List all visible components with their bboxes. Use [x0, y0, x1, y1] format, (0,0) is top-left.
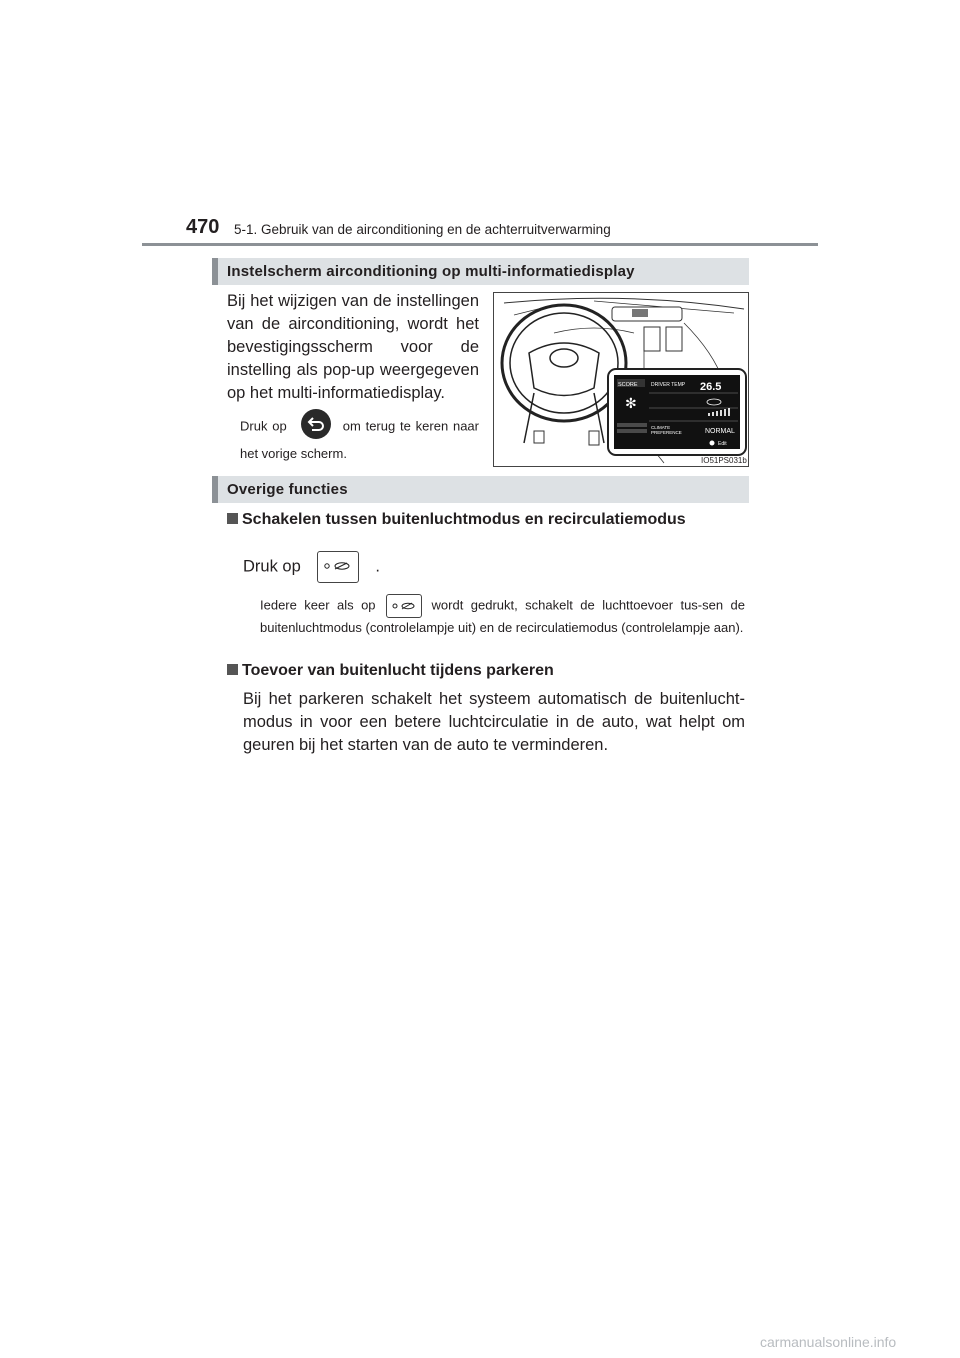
figure-code: IO51PS031b: [701, 456, 747, 465]
recirculation-note: [260, 594, 745, 637]
watermark: carmanualsonline.info: [760, 1334, 897, 1350]
display-note: [240, 412, 479, 465]
dashboard-figure: [493, 292, 749, 467]
press-instruction: [243, 551, 380, 583]
header-rule: [142, 243, 818, 246]
bullet-heading-recirculation: [227, 511, 686, 529]
bullet-heading-text: Toevoer van buitenlucht tijdens parkeren: [242, 662, 554, 679]
section-heading-display: Instelscherm airconditioning op multi-informatiedisplay: [212, 258, 749, 285]
screen-edit: Edit: [718, 441, 727, 447]
screen-score: SCORE: [618, 382, 638, 388]
bullet-square-icon: [227, 513, 238, 524]
screen-normal: NORMAL: [705, 428, 735, 435]
chapter-title: 5-1. Gebruik van de airconditioning en de achterruitverwarming: [234, 222, 611, 237]
screen-preference: PREFERENCE: [651, 430, 682, 435]
note-text-before: Druk op: [240, 418, 287, 434]
parking-paragraph: Bij het parkeren schakelt het systeem automatisch de buitenlucht-modus in voor een betere luchtcirculatie in de auto, wat helpt om geuren bij het starten van de auto te verminderen.: [243, 690, 745, 754]
bullet-heading-text: Schakelen tussen buitenluchtmodus en recirculatiemodus: [242, 511, 686, 528]
note-text-after: om terug te keren naar het vorige scherm.: [240, 418, 479, 461]
dashboard-illustration: [494, 293, 748, 466]
fan-icon: ✻: [625, 396, 637, 412]
screen-driver-temp: DRIVER TEMP: [651, 382, 686, 388]
back-button-icon: [301, 409, 331, 439]
recirculation-button-icon: [317, 551, 359, 583]
press-text: Druk op: [243, 557, 301, 576]
section-heading-other: Overige functies: [212, 476, 749, 503]
bullet-heading-parking: [227, 662, 554, 680]
screen-temp-value: 26.5: [700, 381, 722, 393]
note2-text-before: Iedere keer als op: [260, 597, 376, 613]
screen-climate: CLIMATE: [651, 425, 671, 430]
note2-text-after: wordt gedrukt, schakelt de luchttoevoer tus-sen de buitenluchtmodus (controlelampje uit) en de recirculatiemodus (controlelampje aan).: [260, 597, 745, 635]
recirculation-button-small-icon: [386, 594, 422, 618]
display-paragraph: Bij het wijzigen van de instellingen van de airconditioning, wordt het bevestigingsscherm voor de instelling als pop-up weergegeven op het multi-informatiedisplay.: [227, 292, 479, 402]
press-text-end: .: [375, 557, 380, 576]
bullet-square-icon: [227, 664, 238, 675]
page-number: 470: [186, 216, 220, 238]
